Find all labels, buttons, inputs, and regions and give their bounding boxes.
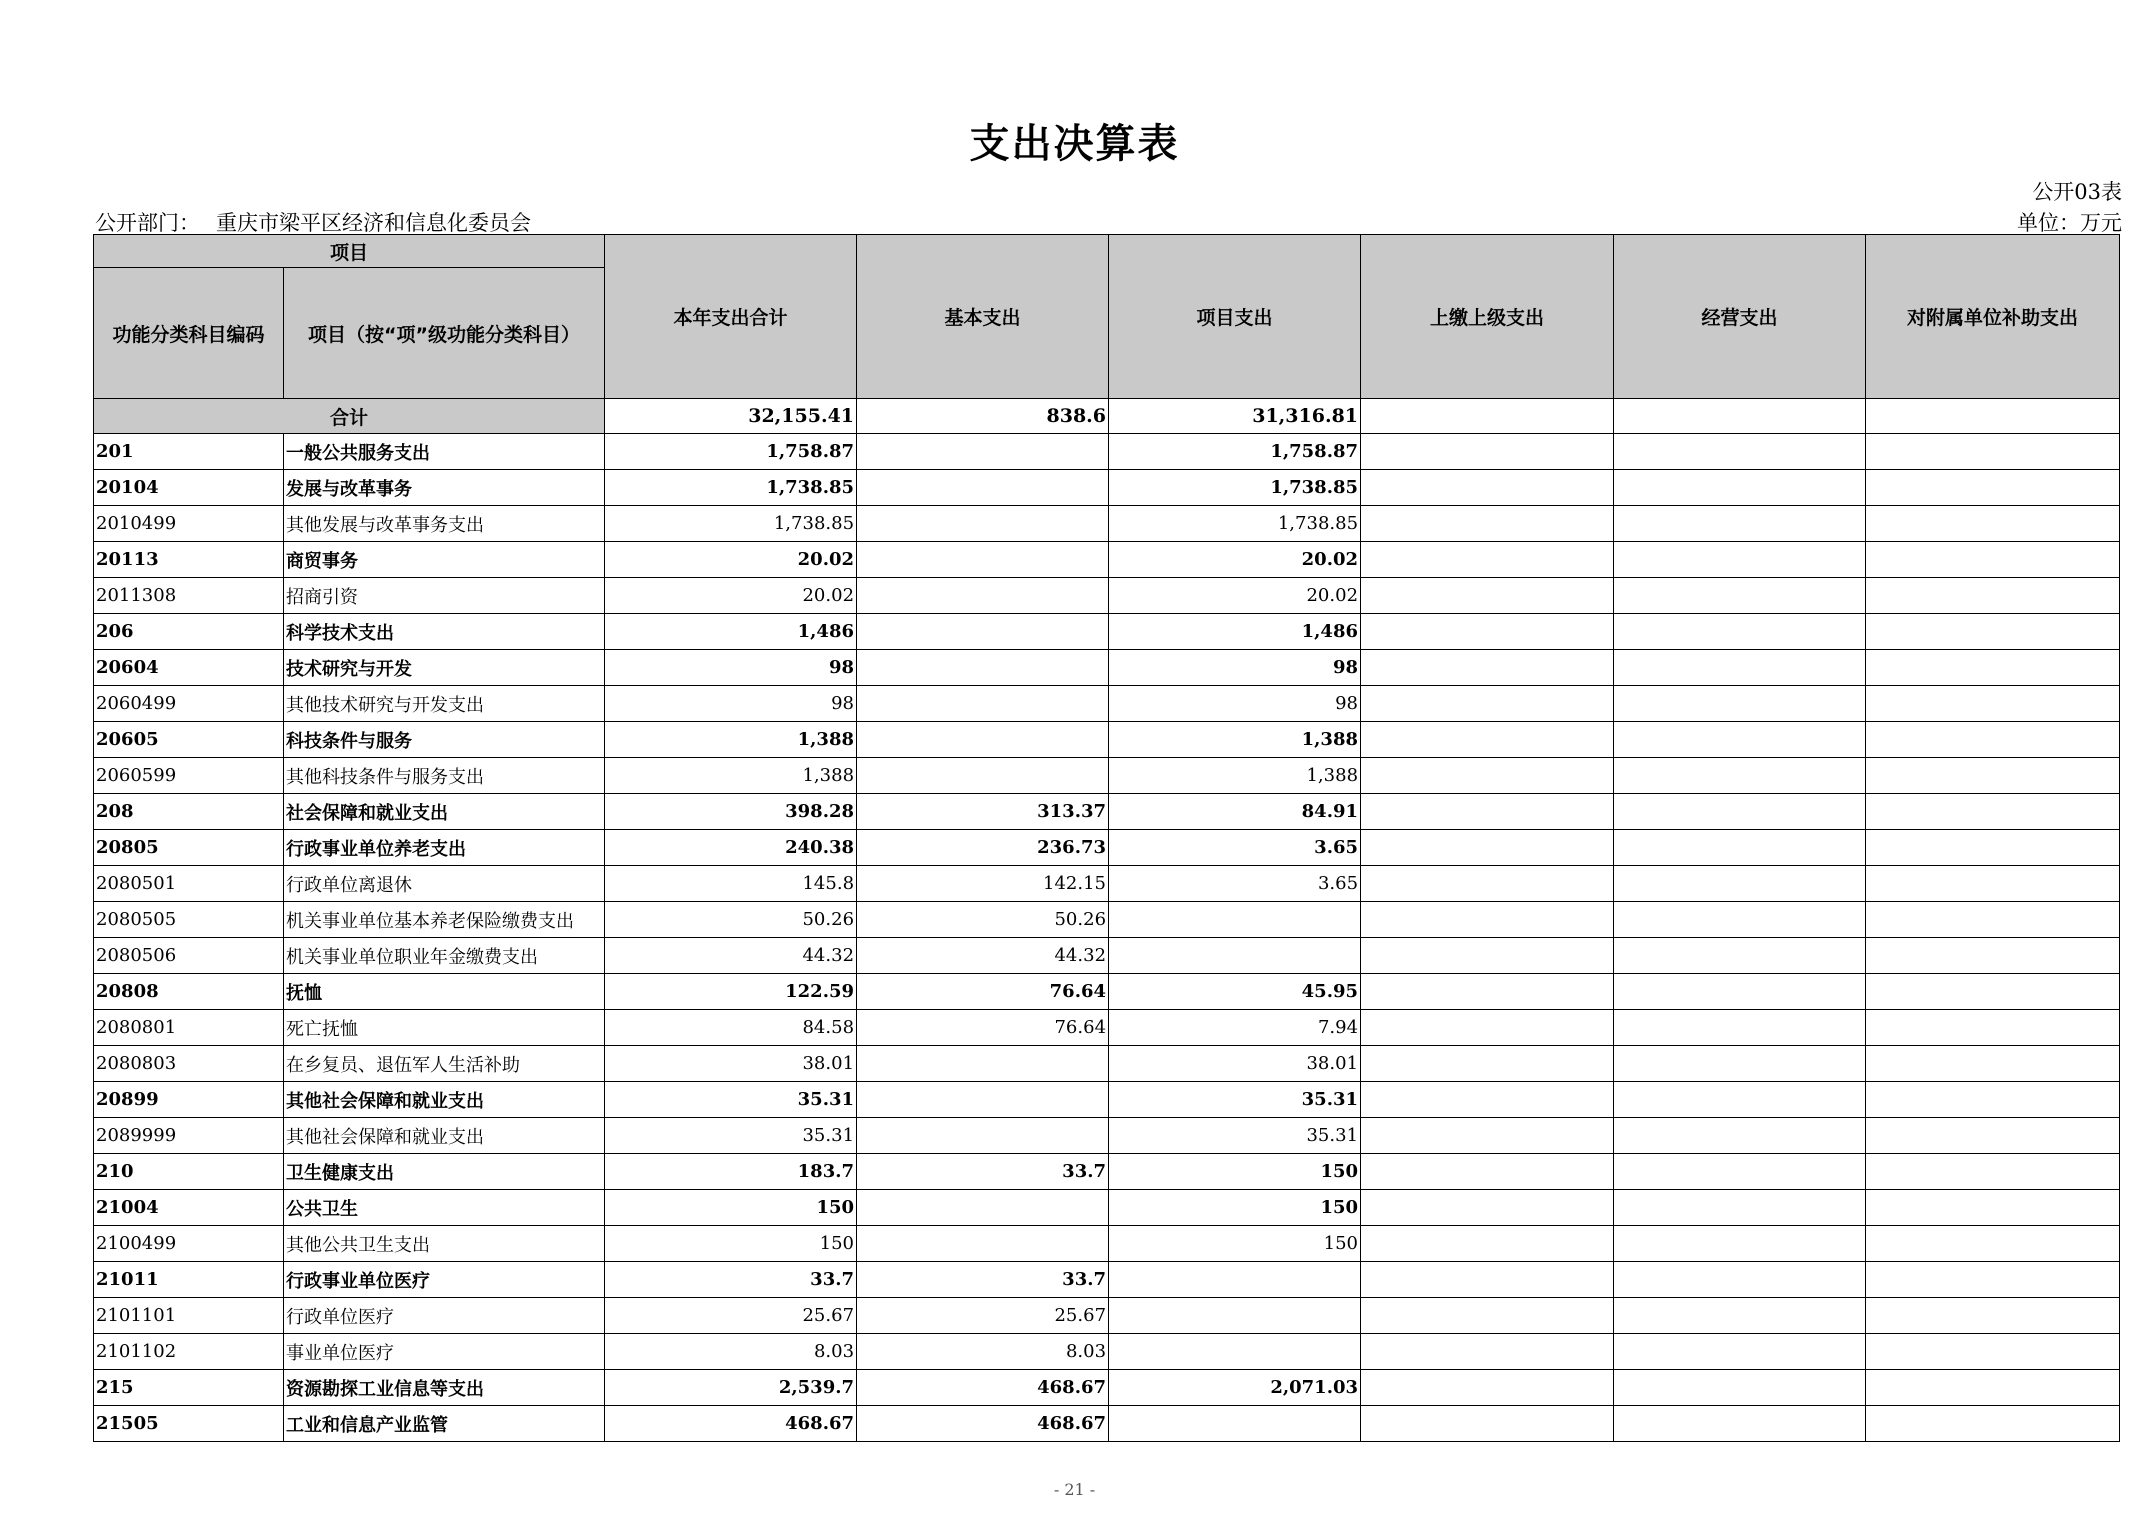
row-subsidy bbox=[1866, 1262, 2120, 1298]
row-upper bbox=[1361, 938, 1614, 974]
total-upper bbox=[1361, 399, 1614, 434]
row-code: 206 bbox=[94, 614, 284, 650]
row-total: 20.02 bbox=[605, 542, 857, 578]
row-total: 38.01 bbox=[605, 1046, 857, 1082]
row-project: 1,738.85 bbox=[1109, 506, 1361, 542]
table-row bbox=[94, 1046, 2120, 1082]
row-code: 20104 bbox=[94, 470, 284, 506]
total-basic: 838.6 bbox=[857, 399, 1109, 434]
row-business bbox=[1614, 758, 1866, 794]
row-project bbox=[1109, 1406, 1361, 1442]
table-row bbox=[94, 1082, 2120, 1118]
row-business bbox=[1614, 902, 1866, 938]
row-upper bbox=[1361, 866, 1614, 902]
total-project: 31,316.81 bbox=[1109, 399, 1361, 434]
row-total: 33.7 bbox=[605, 1262, 857, 1298]
row-total: 240.38 bbox=[605, 830, 857, 866]
row-project: 1,388 bbox=[1109, 758, 1361, 794]
department-line bbox=[95, 207, 531, 237]
row-upper bbox=[1361, 542, 1614, 578]
row-business bbox=[1614, 614, 1866, 650]
row-basic bbox=[857, 506, 1109, 542]
row-total: 1,738.85 bbox=[605, 470, 857, 506]
row-total: 1,486 bbox=[605, 614, 857, 650]
row-upper bbox=[1361, 614, 1614, 650]
row-project: 150 bbox=[1109, 1226, 1361, 1262]
row-name: 卫生健康支出 bbox=[284, 1154, 605, 1190]
row-total: 50.26 bbox=[605, 902, 857, 938]
row-upper bbox=[1361, 506, 1614, 542]
row-project: 98 bbox=[1109, 650, 1361, 686]
row-name: 在乡复员、退伍军人生活补助 bbox=[284, 1046, 605, 1082]
row-subsidy bbox=[1866, 1082, 2120, 1118]
row-code: 21011 bbox=[94, 1262, 284, 1298]
row-upper bbox=[1361, 1010, 1614, 1046]
row-subsidy bbox=[1866, 1154, 2120, 1190]
row-name: 机关事业单位职业年金缴费支出 bbox=[284, 938, 605, 974]
row-basic bbox=[857, 614, 1109, 650]
row-project: 45.95 bbox=[1109, 974, 1361, 1010]
row-name: 行政单位医疗 bbox=[284, 1298, 605, 1334]
row-name: 技术研究与开发 bbox=[284, 650, 605, 686]
header-code: 功能分类科目编码 bbox=[94, 268, 284, 399]
row-subsidy bbox=[1866, 866, 2120, 902]
header-upper: 上缴上级支出 bbox=[1361, 235, 1614, 399]
row-name: 其他发展与改革事务支出 bbox=[284, 506, 605, 542]
row-basic bbox=[857, 1190, 1109, 1226]
table-row bbox=[94, 1370, 2120, 1406]
row-business bbox=[1614, 1046, 1866, 1082]
row-code: 2060499 bbox=[94, 686, 284, 722]
row-basic bbox=[857, 686, 1109, 722]
row-total: 44.32 bbox=[605, 938, 857, 974]
row-upper bbox=[1361, 1190, 1614, 1226]
row-business bbox=[1614, 1082, 1866, 1118]
row-subsidy bbox=[1866, 974, 2120, 1010]
row-total: 98 bbox=[605, 686, 857, 722]
row-business bbox=[1614, 1370, 1866, 1406]
row-total: 1,388 bbox=[605, 722, 857, 758]
row-subsidy bbox=[1866, 794, 2120, 830]
row-subsidy bbox=[1866, 758, 2120, 794]
row-code: 2060599 bbox=[94, 758, 284, 794]
row-name: 死亡抚恤 bbox=[284, 1010, 605, 1046]
row-name: 资源勘探工业信息等支出 bbox=[284, 1370, 605, 1406]
header-name: 项目（按“项”级功能分类科目） bbox=[284, 268, 605, 399]
row-project: 1,388 bbox=[1109, 722, 1361, 758]
row-total: 398.28 bbox=[605, 794, 857, 830]
row-subsidy bbox=[1866, 830, 2120, 866]
row-code: 210 bbox=[94, 1154, 284, 1190]
table-row bbox=[94, 722, 2120, 758]
header-subsidy: 对附属单位补助支出 bbox=[1866, 235, 2120, 399]
table-row bbox=[94, 758, 2120, 794]
row-basic bbox=[857, 578, 1109, 614]
row-project: 7.94 bbox=[1109, 1010, 1361, 1046]
row-name: 工业和信息产业监管 bbox=[284, 1406, 605, 1442]
row-subsidy bbox=[1866, 1298, 2120, 1334]
row-basic bbox=[857, 722, 1109, 758]
row-project: 84.91 bbox=[1109, 794, 1361, 830]
row-code: 2080506 bbox=[94, 938, 284, 974]
row-name: 事业单位医疗 bbox=[284, 1334, 605, 1370]
row-project bbox=[1109, 938, 1361, 974]
row-name: 社会保障和就业支出 bbox=[284, 794, 605, 830]
row-basic bbox=[857, 434, 1109, 470]
table-row bbox=[94, 1262, 2120, 1298]
row-code: 20899 bbox=[94, 1082, 284, 1118]
row-business bbox=[1614, 1154, 1866, 1190]
row-basic: 142.15 bbox=[857, 866, 1109, 902]
row-code: 20808 bbox=[94, 974, 284, 1010]
row-project: 38.01 bbox=[1109, 1046, 1361, 1082]
row-total: 35.31 bbox=[605, 1082, 857, 1118]
row-project: 35.31 bbox=[1109, 1082, 1361, 1118]
row-name: 机关事业单位基本养老保险缴费支出 bbox=[284, 902, 605, 938]
row-code: 2080505 bbox=[94, 902, 284, 938]
total-subsidy bbox=[1866, 399, 2120, 434]
page-title: 支出决算表 bbox=[969, 121, 1180, 167]
table-row bbox=[94, 1154, 2120, 1190]
row-project: 1,758.87 bbox=[1109, 434, 1361, 470]
table-row bbox=[94, 434, 2120, 470]
table-row bbox=[94, 686, 2120, 722]
row-code: 2101102 bbox=[94, 1334, 284, 1370]
table-row bbox=[94, 1118, 2120, 1154]
row-basic: 44.32 bbox=[857, 938, 1109, 974]
table-row bbox=[94, 578, 2120, 614]
row-code: 21004 bbox=[94, 1190, 284, 1226]
row-subsidy bbox=[1866, 1118, 2120, 1154]
row-name: 科技条件与服务 bbox=[284, 722, 605, 758]
row-code: 208 bbox=[94, 794, 284, 830]
row-basic bbox=[857, 542, 1109, 578]
row-upper bbox=[1361, 1226, 1614, 1262]
department-label: 公开部门： bbox=[95, 211, 200, 235]
row-subsidy bbox=[1866, 470, 2120, 506]
row-basic: 25.67 bbox=[857, 1298, 1109, 1334]
row-basic: 33.7 bbox=[857, 1262, 1109, 1298]
row-total: 183.7 bbox=[605, 1154, 857, 1190]
row-name: 行政单位离退休 bbox=[284, 866, 605, 902]
row-total: 145.8 bbox=[605, 866, 857, 902]
row-basic: 76.64 bbox=[857, 1010, 1109, 1046]
row-business bbox=[1614, 542, 1866, 578]
row-business bbox=[1614, 1118, 1866, 1154]
row-subsidy bbox=[1866, 578, 2120, 614]
row-project bbox=[1109, 1262, 1361, 1298]
row-project: 20.02 bbox=[1109, 542, 1361, 578]
row-project: 3.65 bbox=[1109, 830, 1361, 866]
row-code: 215 bbox=[94, 1370, 284, 1406]
row-business bbox=[1614, 866, 1866, 902]
table-row bbox=[94, 1406, 2120, 1442]
row-basic: 50.26 bbox=[857, 902, 1109, 938]
row-total: 150 bbox=[605, 1226, 857, 1262]
row-code: 20604 bbox=[94, 650, 284, 686]
table-row bbox=[94, 1334, 2120, 1370]
header-business: 经营支出 bbox=[1614, 235, 1866, 399]
row-upper bbox=[1361, 758, 1614, 794]
table-row bbox=[94, 902, 2120, 938]
row-subsidy bbox=[1866, 1046, 2120, 1082]
row-subsidy bbox=[1866, 1226, 2120, 1262]
row-code: 20605 bbox=[94, 722, 284, 758]
row-name: 商贸事务 bbox=[284, 542, 605, 578]
row-code: 2101101 bbox=[94, 1298, 284, 1334]
row-business bbox=[1614, 1010, 1866, 1046]
row-total: 150 bbox=[605, 1190, 857, 1226]
row-total: 8.03 bbox=[605, 1334, 857, 1370]
row-basic: 236.73 bbox=[857, 830, 1109, 866]
row-code: 2010499 bbox=[94, 506, 284, 542]
row-name: 其他公共卫生支出 bbox=[284, 1226, 605, 1262]
row-business bbox=[1614, 1262, 1866, 1298]
row-total: 468.67 bbox=[605, 1406, 857, 1442]
expenditure-table bbox=[93, 234, 2120, 1442]
total-total: 32,155.41 bbox=[605, 399, 857, 434]
header-item-group: 项目 bbox=[94, 235, 605, 268]
header-project: 项目支出 bbox=[1109, 235, 1361, 399]
unit-label: 单位：万元 bbox=[2017, 211, 2122, 235]
header-basic: 基本支出 bbox=[857, 235, 1109, 399]
table-row bbox=[94, 830, 2120, 866]
total-business bbox=[1614, 399, 1866, 434]
table-row bbox=[94, 1298, 2120, 1334]
row-name: 其他科技条件与服务支出 bbox=[284, 758, 605, 794]
row-project bbox=[1109, 1298, 1361, 1334]
row-subsidy bbox=[1866, 650, 2120, 686]
row-project: 98 bbox=[1109, 686, 1361, 722]
row-total: 25.67 bbox=[605, 1298, 857, 1334]
row-code: 2089999 bbox=[94, 1118, 284, 1154]
row-upper bbox=[1361, 686, 1614, 722]
row-project bbox=[1109, 1334, 1361, 1370]
page-number: - 21 - bbox=[1053, 1480, 1096, 1499]
row-subsidy bbox=[1866, 1406, 2120, 1442]
row-upper bbox=[1361, 1046, 1614, 1082]
table-row bbox=[94, 470, 2120, 506]
row-total: 1,388 bbox=[605, 758, 857, 794]
header-total: 本年支出合计 bbox=[605, 235, 857, 399]
table-row bbox=[94, 542, 2120, 578]
row-subsidy bbox=[1866, 542, 2120, 578]
row-subsidy bbox=[1866, 614, 2120, 650]
total-label: 合计 bbox=[94, 399, 605, 434]
table-row bbox=[94, 1190, 2120, 1226]
total-row bbox=[94, 399, 2120, 434]
table-row bbox=[94, 1010, 2120, 1046]
row-total: 35.31 bbox=[605, 1118, 857, 1154]
row-subsidy bbox=[1866, 506, 2120, 542]
row-business bbox=[1614, 1190, 1866, 1226]
row-upper bbox=[1361, 722, 1614, 758]
row-basic: 76.64 bbox=[857, 974, 1109, 1010]
row-upper bbox=[1361, 1082, 1614, 1118]
row-total: 1,758.87 bbox=[605, 434, 857, 470]
department-name: 重庆市梁平区经济和信息化委员会 bbox=[216, 211, 531, 235]
row-upper bbox=[1361, 830, 1614, 866]
row-project: 2,071.03 bbox=[1109, 1370, 1361, 1406]
row-basic bbox=[857, 1118, 1109, 1154]
row-business bbox=[1614, 650, 1866, 686]
row-business bbox=[1614, 974, 1866, 1010]
row-subsidy bbox=[1866, 938, 2120, 974]
row-total: 2,539.7 bbox=[605, 1370, 857, 1406]
row-project bbox=[1109, 902, 1361, 938]
row-basic: 33.7 bbox=[857, 1154, 1109, 1190]
row-business bbox=[1614, 578, 1866, 614]
row-upper bbox=[1361, 1262, 1614, 1298]
table-row bbox=[94, 938, 2120, 974]
row-code: 2100499 bbox=[94, 1226, 284, 1262]
row-subsidy bbox=[1866, 434, 2120, 470]
row-upper bbox=[1361, 470, 1614, 506]
row-name: 招商引资 bbox=[284, 578, 605, 614]
row-project: 20.02 bbox=[1109, 578, 1361, 614]
row-basic bbox=[857, 470, 1109, 506]
row-business bbox=[1614, 686, 1866, 722]
row-name: 行政事业单位医疗 bbox=[284, 1262, 605, 1298]
row-basic: 468.67 bbox=[857, 1406, 1109, 1442]
row-project: 3.65 bbox=[1109, 866, 1361, 902]
row-subsidy bbox=[1866, 686, 2120, 722]
row-code: 2080803 bbox=[94, 1046, 284, 1082]
row-name: 行政事业单位养老支出 bbox=[284, 830, 605, 866]
row-upper bbox=[1361, 794, 1614, 830]
row-project: 150 bbox=[1109, 1190, 1361, 1226]
row-name: 其他技术研究与开发支出 bbox=[284, 686, 605, 722]
row-business bbox=[1614, 722, 1866, 758]
row-upper bbox=[1361, 578, 1614, 614]
row-subsidy bbox=[1866, 1190, 2120, 1226]
row-subsidy bbox=[1866, 722, 2120, 758]
row-code: 201 bbox=[94, 434, 284, 470]
row-business bbox=[1614, 470, 1866, 506]
row-upper bbox=[1361, 1154, 1614, 1190]
row-basic: 313.37 bbox=[857, 794, 1109, 830]
row-upper bbox=[1361, 1370, 1614, 1406]
row-code: 2080501 bbox=[94, 866, 284, 902]
table-row bbox=[94, 650, 2120, 686]
row-basic bbox=[857, 650, 1109, 686]
row-business bbox=[1614, 938, 1866, 974]
row-name: 抚恤 bbox=[284, 974, 605, 1010]
row-name: 科学技术支出 bbox=[284, 614, 605, 650]
row-total: 122.59 bbox=[605, 974, 857, 1010]
row-upper bbox=[1361, 650, 1614, 686]
row-business bbox=[1614, 830, 1866, 866]
row-upper bbox=[1361, 902, 1614, 938]
table-row bbox=[94, 974, 2120, 1010]
row-business bbox=[1614, 1334, 1866, 1370]
row-code: 20805 bbox=[94, 830, 284, 866]
row-basic bbox=[857, 1226, 1109, 1262]
row-code: 21505 bbox=[94, 1406, 284, 1442]
row-upper bbox=[1361, 1406, 1614, 1442]
row-upper bbox=[1361, 1334, 1614, 1370]
row-total: 1,738.85 bbox=[605, 506, 857, 542]
row-name: 一般公共服务支出 bbox=[284, 434, 605, 470]
row-business bbox=[1614, 794, 1866, 830]
row-upper bbox=[1361, 1298, 1614, 1334]
table-row bbox=[94, 794, 2120, 830]
form-number: 公开03表 bbox=[2032, 180, 2122, 204]
row-name: 其他社会保障和就业支出 bbox=[284, 1118, 605, 1154]
row-subsidy bbox=[1866, 902, 2120, 938]
table-row bbox=[94, 506, 2120, 542]
row-subsidy bbox=[1866, 1334, 2120, 1370]
row-code: 2011308 bbox=[94, 578, 284, 614]
row-basic: 468.67 bbox=[857, 1370, 1109, 1406]
row-total: 98 bbox=[605, 650, 857, 686]
table-row bbox=[94, 1226, 2120, 1262]
row-name: 发展与改革事务 bbox=[284, 470, 605, 506]
row-basic bbox=[857, 1082, 1109, 1118]
row-project: 1,738.85 bbox=[1109, 470, 1361, 506]
row-upper bbox=[1361, 434, 1614, 470]
row-total: 20.02 bbox=[605, 578, 857, 614]
row-name: 其他社会保障和就业支出 bbox=[284, 1082, 605, 1118]
row-upper bbox=[1361, 974, 1614, 1010]
row-project: 1,486 bbox=[1109, 614, 1361, 650]
row-upper bbox=[1361, 1118, 1614, 1154]
row-basic: 8.03 bbox=[857, 1334, 1109, 1370]
row-project: 150 bbox=[1109, 1154, 1361, 1190]
row-total: 84.58 bbox=[605, 1010, 857, 1046]
row-code: 20113 bbox=[94, 542, 284, 578]
row-basic bbox=[857, 758, 1109, 794]
row-business bbox=[1614, 1226, 1866, 1262]
row-business bbox=[1614, 1298, 1866, 1334]
row-business bbox=[1614, 434, 1866, 470]
row-basic bbox=[857, 1046, 1109, 1082]
row-subsidy bbox=[1866, 1010, 2120, 1046]
table-row bbox=[94, 866, 2120, 902]
table-row bbox=[94, 614, 2120, 650]
row-project: 35.31 bbox=[1109, 1118, 1361, 1154]
row-subsidy bbox=[1866, 1370, 2120, 1406]
row-business bbox=[1614, 1406, 1866, 1442]
row-code: 2080801 bbox=[94, 1010, 284, 1046]
row-business bbox=[1614, 506, 1866, 542]
row-name: 公共卫生 bbox=[284, 1190, 605, 1226]
